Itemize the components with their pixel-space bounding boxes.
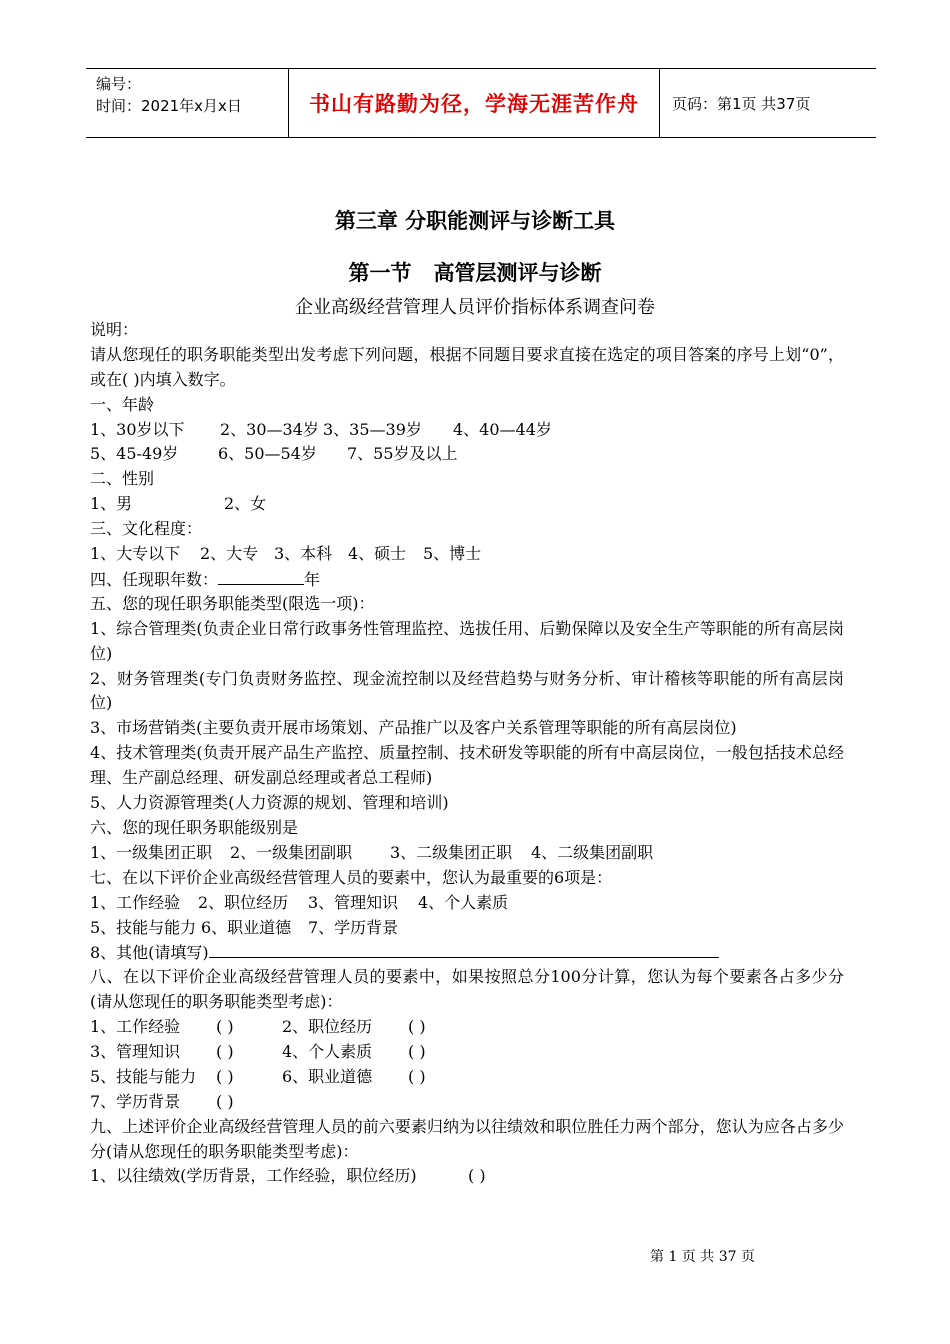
q8-row — [74, 1090, 844, 1115]
q1-option[interactable]: 2、30—34岁 — [220, 419, 319, 439]
q2-title: 二、性别 — [90, 469, 155, 489]
q9-title: 九、上述评价企业高级经营管理人员的前六要素归纳为以往绩效和职位胜任力两个部分，您认为应各占多少分(请从您现任的职务职能类型考虑)： — [90, 1116, 844, 1161]
q8-score-input[interactable]: ( ) — [216, 1017, 234, 1037]
chapter-title: 第三章 分职能测评与诊断工具 — [334, 209, 616, 233]
questionnaire-body — [74, 318, 844, 1189]
q5-title: 五、您的现任职务职能类型(限选一项)： — [90, 593, 375, 613]
section-name: 高管层测评与诊断 — [433, 261, 602, 285]
q8-row — [74, 1065, 844, 1090]
q7-option[interactable]: 3、管理知识 — [308, 892, 399, 912]
q1-option[interactable]: 1、30岁以下 — [90, 419, 185, 439]
intro-text: 请从您现任的职务职能类型出发考虑下列问题，根据不同题目要求直接在选定的项目答案的序号上划“0”，或在( )内填入数字。 — [90, 344, 844, 389]
q8-item: 2、职位经历 — [282, 1017, 373, 1037]
q9-score-input[interactable]: ( ) — [468, 1166, 486, 1186]
q6-option[interactable]: 2、一级集团副职 — [230, 842, 353, 862]
page-footer: 第 1 页 共 37 页 — [650, 1249, 755, 1265]
q8-score-input[interactable]: ( ) — [408, 1066, 426, 1086]
section-title — [0, 257, 950, 287]
page-header — [86, 68, 876, 138]
q1-option[interactable]: 5、45-49岁 — [90, 444, 179, 464]
section-number: 第一节 — [348, 261, 412, 285]
q2-option[interactable]: 2、女 — [224, 494, 267, 514]
q1-option[interactable]: 7、55岁及以上 — [347, 444, 458, 464]
q3-options — [74, 542, 844, 567]
q6-options — [74, 841, 844, 866]
q8-score-input[interactable]: ( ) — [408, 1041, 426, 1061]
q3-title: 三、文化程度： — [90, 519, 203, 539]
years-input-blank[interactable] — [218, 567, 304, 585]
q8-row — [74, 1015, 844, 1040]
q6-option[interactable]: 4、二级集团副职 — [531, 842, 654, 862]
q3-option[interactable]: 1、大专以下 — [90, 544, 181, 564]
q6-option[interactable]: 3、二级集团正职 — [390, 842, 513, 862]
q8-score-input[interactable]: ( ) — [216, 1091, 234, 1111]
q7-options-row2 — [74, 916, 844, 941]
header-meta — [86, 69, 288, 137]
q7-option[interactable]: 6、职业道德 — [201, 917, 292, 937]
header-motto: 书山有路勤为径，学海无涯苦作舟 — [288, 69, 660, 137]
q5-option[interactable]: 1、综合管理类(负责企业日常行政事务性管理监控、选拔任用、后勤保障以及安全生产等职能的所有高层岗位) — [90, 618, 844, 663]
q7-other-line — [74, 940, 844, 965]
q8-item: 6、职业道德 — [282, 1066, 373, 1086]
q3-option[interactable]: 3、本科 — [274, 544, 333, 564]
q8-row — [74, 1040, 844, 1065]
q8-title: 八、在以下评价企业高级经营管理人员的要素中，如果按照总分100分计算，您认为每个要素各占多少分(请从您现任的职务职能类型考虑)： — [90, 967, 844, 1012]
q8-item: 4、个人素质 — [282, 1041, 373, 1061]
q7-option[interactable]: 4、个人素质 — [418, 892, 509, 912]
q4-line — [74, 567, 844, 592]
q7-title: 七、在以下评价企业高级经营管理人员的要素中，您认为最重要的6项是： — [90, 867, 613, 887]
time-label: 时间：2021年x月x日 — [96, 97, 242, 115]
q7-option[interactable]: 5、技能与能力 — [90, 917, 197, 937]
q9-row — [74, 1164, 844, 1189]
q2-options — [74, 492, 844, 517]
header-page-info: 页码：第1页 共37页 — [672, 94, 811, 113]
q6-title: 六、您的现任职务职能级别是 — [90, 817, 299, 837]
q7-option[interactable]: 1、工作经验 — [90, 892, 181, 912]
q8-score-input[interactable]: ( ) — [216, 1041, 234, 1061]
q1-option[interactable]: 4、40—44岁 — [453, 419, 552, 439]
number-label: 编号： — [96, 75, 142, 93]
q5-option[interactable]: 5、人力资源管理类(人力资源的规划、管理和培训) — [90, 793, 449, 813]
q8-score-input[interactable]: ( ) — [408, 1017, 426, 1037]
q7-option[interactable]: 2、职位经历 — [198, 892, 289, 912]
survey-title: 企业高级经营管理人员评价指标体系调查问卷 — [295, 297, 655, 318]
q4-label: 四、任现职年数： — [90, 569, 219, 589]
q1-options-row1 — [74, 418, 844, 443]
q7-other-label: 8、其他(请填写) — [90, 943, 209, 963]
q8-item: 1、工作经验 — [90, 1017, 181, 1037]
q4-unit: 年 — [304, 569, 321, 589]
q3-option[interactable]: 5、博士 — [423, 544, 482, 564]
q7-option[interactable]: 7、学历背景 — [308, 917, 399, 937]
q5-option[interactable]: 4、技术管理类(负责开展产品生产监控、质量控制、技术研发等职能的所有中高层岗位，一般包括技术总经理、生产副总经理、研发副总经理或者总工程师) — [90, 743, 844, 788]
q3-option[interactable]: 2、大专 — [200, 544, 259, 564]
q6-option[interactable]: 1、一级集团正职 — [90, 842, 213, 862]
q2-option[interactable]: 1、男 — [90, 494, 133, 514]
q8-item: 5、技能与能力 — [90, 1066, 197, 1086]
q1-option[interactable]: 3、35—39岁 — [323, 419, 422, 439]
other-input-blank[interactable] — [209, 940, 719, 958]
q1-title: 一、年龄 — [90, 394, 155, 414]
q8-item: 7、学历背景 — [90, 1091, 181, 1111]
q8-score-input[interactable]: ( ) — [216, 1066, 234, 1086]
q1-option[interactable]: 6、50—54岁 — [218, 444, 317, 464]
intro-label: 说明： — [90, 320, 139, 339]
q5-option[interactable]: 3、市场营销类(主要负责开展市场策划、产品推广以及客户关系管理等职能的所有高层岗位) — [90, 718, 737, 738]
q7-options-row1 — [74, 891, 844, 916]
q1-options-row2 — [74, 442, 844, 467]
q5-option[interactable]: 2、财务管理类(专门负责财务监控、现金流控制以及经营趋势与财务分析、审计稽核等职能的所有高层岗位) — [90, 668, 844, 713]
q8-item: 3、管理知识 — [90, 1041, 181, 1061]
q3-option[interactable]: 4、硕士 — [348, 544, 407, 564]
q9-item: 1、以往绩效(学历背景，工作经验，职位经历) — [90, 1166, 417, 1186]
